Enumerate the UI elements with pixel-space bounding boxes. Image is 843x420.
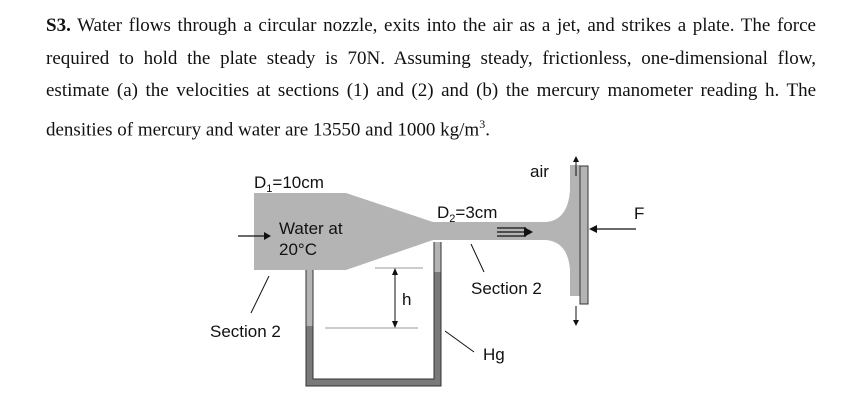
plate [580, 166, 588, 304]
section-left-pointer [251, 276, 269, 313]
plate-arrow-top-head [573, 156, 579, 162]
manometer-mercury [306, 272, 441, 386]
water-label-line1: Water at [279, 219, 343, 238]
d1-label: $D_1=10cm$ [254, 173, 324, 195]
section-right-label: Section 2 [471, 279, 542, 298]
section-left-label: Section 2 [210, 322, 281, 341]
h-dimension-arrow-bottom [392, 321, 398, 328]
air-label: air [530, 162, 549, 181]
section-right-pointer [471, 244, 484, 272]
h-label: h [402, 290, 412, 309]
d2-subscript: 2 [449, 213, 456, 225]
d1-subscript: 1 [266, 183, 273, 195]
problem-number: S3. [46, 15, 71, 36]
h-dimension-arrow-top [392, 268, 398, 275]
density-unit-superscript: 3 [479, 116, 486, 131]
problem-text: Water flows through a circular nozzle, exits into the air as a jet, and strikes a plate. The force required to hold the plate steady is 70N. Assuming steady, frictionless, one-dimensional flow, estimate (a) the velocities at sections (1) and (2) and (b) the mercury manometer reading h. The densities of mercury and water are 13550 and 1000 kg/m [46, 15, 816, 140]
hg-pointer [445, 331, 474, 352]
d2-label: $D_2=3cm$ [437, 203, 498, 225]
hg-label: Hg [483, 345, 505, 364]
problem-text-end: . [485, 118, 490, 140]
plate-arrow-bottom-head [573, 320, 579, 326]
force-label: F [634, 204, 645, 223]
manometer-left-water [306, 270, 313, 326]
water-label-line2: 20°C [279, 240, 317, 259]
manometer-right-water [434, 242, 441, 272]
force-arrow-head [589, 225, 597, 233]
